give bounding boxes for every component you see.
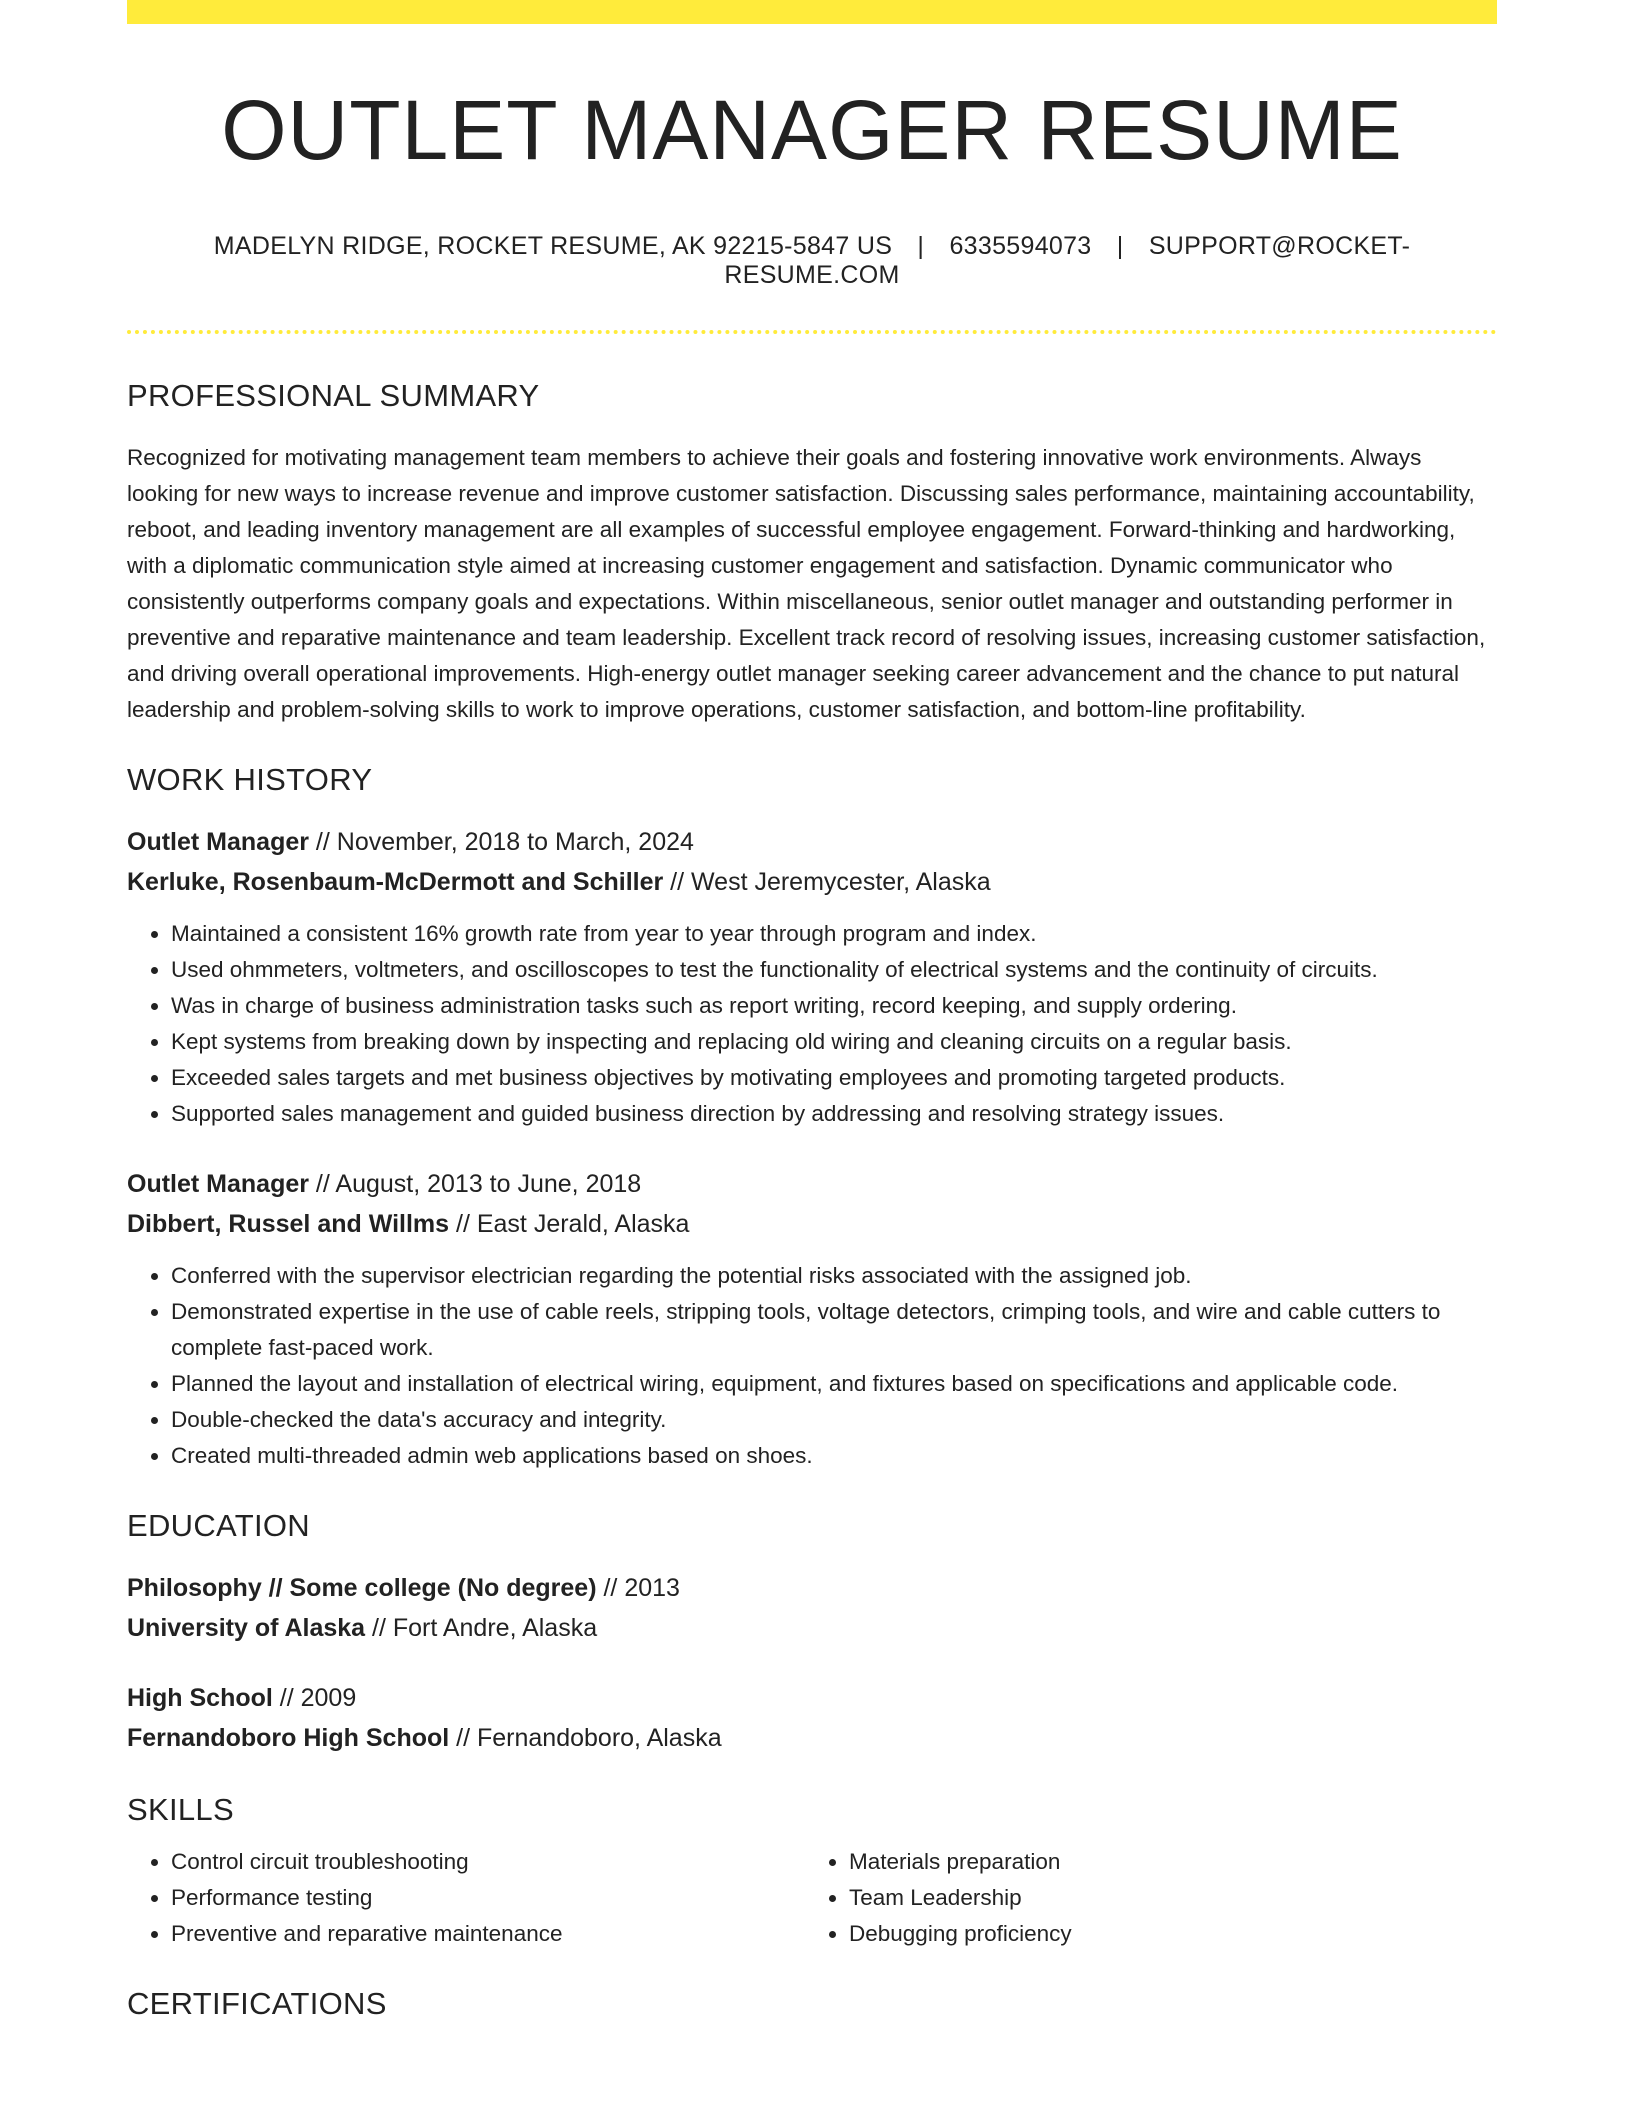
job-bullets [127,916,1497,1132]
education-heading: EDUCATION [127,1508,310,1544]
job-bullets [127,1258,1497,1474]
skills-section [127,1792,1497,1952]
dotted-divider [127,330,1497,334]
skills-right-column [801,1844,1479,1952]
job-company-line [127,1204,1497,1244]
job-dates: // August, 2013 to June, 2018 [308,1170,642,1199]
job-dates: // November, 2018 to March, 2024 [308,828,694,857]
summary-heading: PROFESSIONAL SUMMARY [127,378,540,414]
job-company: Dibbert, Russel and Willms [127,1210,450,1239]
job-company: Kerluke, Rosenbaum-McDermott and Schiller [127,868,664,897]
contact-phone: 6335594073 [949,232,1092,261]
list-item: • Debugging proficiency [849,1916,1479,1952]
education-school-line [127,1718,1497,1758]
education-degree-line [127,1568,1497,1608]
resume-page [127,0,1497,2022]
list-item: • Performance testing [171,1880,801,1916]
job-title: Outlet Manager [127,828,309,857]
education-location: // Fernandoboro, Alaska [449,1724,722,1753]
list-item: • Exceeded sales targets and met business objectives by motivating employees and promoting targeted products. [171,1060,1497,1096]
work-history-heading: WORK HISTORY [127,762,373,798]
education-location: // Fort Andre, Alaska [365,1614,598,1643]
certifications-heading: CERTIFICATIONS [127,1986,387,2022]
job-location: // West Jeremycester, Alaska [663,868,991,897]
list-item: • Preventive and reparative maintenance [171,1916,801,1952]
job-entry [127,822,1497,1132]
list-item: • Demonstrated expertise in the use of cable reels, stripping tools, voltage detectors, crimping tools, and wire and cable cutters to complete fast-paced work. [171,1294,1497,1366]
skills-columns [127,1844,1497,1952]
list-item: • Materials preparation [849,1844,1479,1880]
education-school: University of Alaska [127,1614,366,1643]
contact-separator: | [917,232,925,261]
resume-title: OUTLET MANAGER RESUME [221,83,1403,177]
education-section [127,1508,1497,1758]
job-location: // East Jerald, Alaska [449,1210,690,1239]
list-item: • Kept systems from breaking down by inspecting and replacing old wiring and cleaning circuits on a regular basis. [171,1024,1497,1060]
work-history-section [127,762,1497,1474]
education-degree-line [127,1678,1497,1718]
top-accent-bar [127,0,1497,24]
list-item: • Supported sales management and guided business direction by addressing and resolving strategy issues. [171,1096,1497,1132]
summary-text: Recognized for motivating management team members to achieve their goals and fostering innovative work environments. Always looking for new ways to increase revenue and improve customer satisfaction. Discussing sales performance, maintaining accountability, reboot, and leading inventory management are all examples of successful employee engagement. Forward-thinking and hardworking, with a diplomatic communication style aimed at increasing customer engagement and satisfaction. Dynamic communicator who consistently outperforms company goals and expectations. Within miscellaneous, senior outlet manager and outstanding performer in preventive and reparative maintenance and team leadership. Excellent track record of resolving issues, increasing customer satisfaction, and driving overall operational improvements. High-energy outlet manager seeking career advancement and the chance to put natural leadership and problem-solving skills to work to improve operations, customer satisfaction, and bottom-line profitability. [127,445,1486,723]
education-school: Fernandoboro High School [127,1724,450,1753]
list-item: • Maintained a consistent 16% growth rate from year to year through program and index. [171,916,1497,952]
list-item: • Created multi-threaded admin web applications based on shoes. [171,1438,1497,1474]
list-item: • Was in charge of business administration tasks such as report writing, record keeping, and supply ordering. [171,988,1497,1024]
list-item: • Double-checked the data's accuracy and integrity. [171,1402,1497,1438]
list-item: • Planned the layout and installation of electrical wiring, equipment, and fixtures based on specifications and applicable code. [171,1366,1497,1402]
job-entry [127,1164,1497,1474]
job-title: Outlet Manager [127,1170,309,1199]
job-title-line [127,1164,1497,1204]
education-year: // 2009 [272,1684,357,1713]
job-title-line [127,822,1497,862]
contact-email: SUPPORT@ROCKET-RESUME.COM [724,232,1411,290]
contact-separator: | [1116,232,1124,261]
list-item: • Used ohmmeters, voltmeters, and oscilloscopes to test the functionality of electrical systems and the continuity of circuits. [171,952,1497,988]
job-company-line [127,862,1497,902]
education-year: // 2013 [596,1574,680,1603]
skills-left-column [127,1844,801,1952]
certifications-section [127,1986,1497,2022]
education-entry [127,1568,1497,1648]
skills-heading: SKILLS [127,1792,234,1828]
list-item: • Conferred with the supervisor electrician regarding the potential risks associated with the assigned job. [171,1258,1497,1294]
list-item: • Team Leadership [849,1880,1479,1916]
contact-line [127,232,1497,290]
list-item: • Control circuit troubleshooting [171,1844,801,1880]
education-entry [127,1678,1497,1758]
education-degree: Philosophy // Some college (No degree) [127,1574,597,1603]
education-school-line [127,1608,1497,1648]
contact-address: MADELYN RIDGE, ROCKET RESUME, AK 92215-5847 US [213,232,893,261]
education-degree: High School [127,1684,273,1713]
